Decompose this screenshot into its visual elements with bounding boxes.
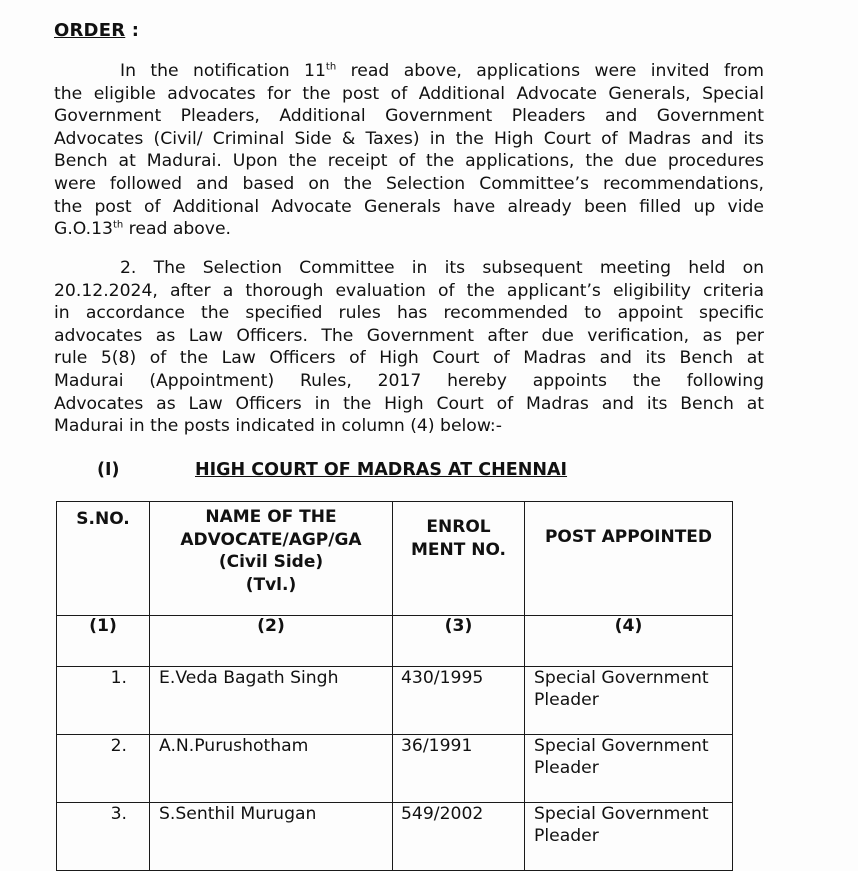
order-heading <box>54 20 139 41</box>
paragraph-line: Madurai (Appointment) Rules, 2017 hereby appoints the following <box>54 370 764 391</box>
column-number-row <box>57 616 733 667</box>
paragraph-line <box>54 218 764 241</box>
header-post <box>525 502 733 616</box>
paragraph-line: rule 5(8) of the Law Officers of High Court of Madras and its Bench at <box>54 348 764 369</box>
post-text: Special Government <box>534 668 709 688</box>
text-run: read above, applications were invited from <box>336 61 764 81</box>
cell-enrolment: 36/1991 <box>393 735 525 803</box>
text-run: 11 <box>304 61 326 81</box>
law-officers-table <box>56 501 733 871</box>
header-text: (Civil Side) <box>218 552 324 572</box>
post-text: Pleader <box>534 826 599 846</box>
cell-post <box>525 667 733 735</box>
header-text: (Tvl.) <box>245 574 297 595</box>
header-text: ENROL <box>426 517 491 537</box>
cell-sno: 2. <box>57 735 150 803</box>
header-enrolment <box>393 502 525 616</box>
paragraph-line <box>54 60 764 83</box>
cell-post <box>525 735 733 803</box>
table-row <box>57 735 733 803</box>
post-text: Special Government <box>534 736 709 756</box>
cell-name: S.Senthil Murugan <box>150 803 393 871</box>
order-heading-colon: : <box>131 20 140 41</box>
section-title: HIGH COURT OF MADRAS AT CHENNAI <box>195 460 568 480</box>
paragraph-line: the post of Additional Advocate Generals have already been filled up vide <box>54 196 764 217</box>
paragraph-line: Advocates as Law Officers in the High Court of Madras and its Bench at <box>54 393 764 414</box>
cell-enrolment: 430/1995 <box>393 667 525 735</box>
cell-sno: 1. <box>57 667 150 735</box>
section-number: (I) <box>97 460 120 480</box>
header-name <box>150 502 393 616</box>
paragraph-line: 20.12.2024, after a thorough evaluation of the applicant’s eligibility criteria <box>54 280 764 301</box>
cell-name: E.Veda Bagath Singh <box>150 667 393 735</box>
paragraph-line: Government Pleaders, Additional Government Pleaders and Government <box>54 106 764 127</box>
text-run: read above. <box>123 219 232 240</box>
text-run: In the notification <box>120 61 305 81</box>
post-text: Special Government <box>534 804 709 824</box>
paragraph-line: Advocates (Civil/ Criminal Side & Taxes) in the High Court of Madras and its <box>54 128 764 149</box>
paragraph-line: the eligible advocates for the post of Additional Advocate Generals, Special <box>54 83 764 104</box>
header-sno <box>57 502 150 616</box>
column-number: (3) <box>393 616 525 667</box>
column-number: (4) <box>525 616 733 667</box>
paragraph-line: Madurai in the posts indicated in column (4) below:- <box>54 416 502 437</box>
cell-enrolment: 549/2002 <box>393 803 525 871</box>
paragraph-line: Bench at Madurai. Upon the receipt of the applications, the due procedures <box>54 151 764 172</box>
paragraph-line: in accordance the specified rules has recommended to appoint specific <box>54 303 764 324</box>
table-row <box>57 667 733 735</box>
header-text: S.NO. <box>76 509 130 529</box>
header-text: POST APPOINTED <box>544 527 713 547</box>
cell-post <box>525 803 733 871</box>
post-text: Pleader <box>534 758 599 778</box>
header-text: ADVOCATE/AGP/GA <box>180 529 362 550</box>
paragraph-line: were followed and based on the Selection Committee’s recommendations, <box>54 173 764 194</box>
order-heading-text: ORDER <box>54 20 126 41</box>
paragraph-line: 2. The Selection Committee in its subsequent meeting held on <box>120 258 764 278</box>
cell-name: A.N.Purushotham <box>150 735 393 803</box>
post-text: Pleader <box>534 690 599 710</box>
paragraph-line: advocates as Law Officers. The Government after due verification, as per <box>54 325 764 346</box>
cell-sno: 3. <box>57 803 150 871</box>
paragraph-2 <box>54 257 764 438</box>
table-row <box>57 803 733 871</box>
text-run: G.O.13 <box>54 219 113 240</box>
superscript: th <box>325 61 337 73</box>
header-text: MENT NO. <box>410 539 507 560</box>
column-number: (1) <box>57 616 150 667</box>
header-text: NAME OF THE <box>205 507 337 527</box>
table-header-row <box>57 502 733 616</box>
paragraph-1 <box>54 60 764 241</box>
column-number: (2) <box>150 616 393 667</box>
superscript: th <box>112 219 124 231</box>
